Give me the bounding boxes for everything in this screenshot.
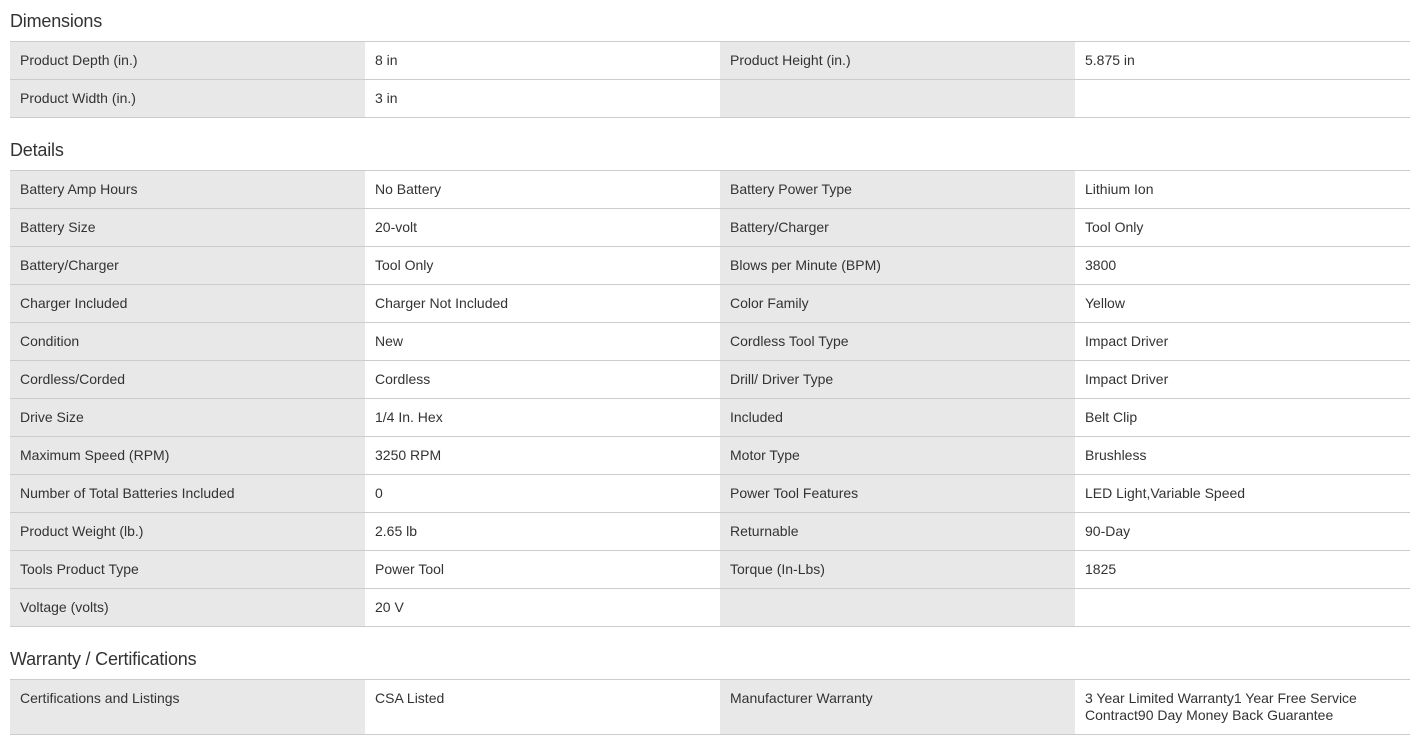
spec-value: 2.65 lb bbox=[365, 513, 720, 550]
spec-label: Motor Type bbox=[720, 437, 1075, 474]
spec-label: Battery/Charger bbox=[10, 247, 365, 284]
spec-label: Power Tool Features bbox=[720, 475, 1075, 512]
spec-label: Included bbox=[720, 399, 1075, 436]
spec-value bbox=[1075, 589, 1410, 626]
spec-value: 5.875 in bbox=[1075, 42, 1410, 79]
spec-row bbox=[10, 551, 1410, 589]
spec-row bbox=[10, 437, 1410, 475]
spec-label: Charger Included bbox=[10, 285, 365, 322]
spec-label: Maximum Speed (RPM) bbox=[10, 437, 365, 474]
spec-label: Cordless Tool Type bbox=[720, 323, 1075, 360]
spec-row bbox=[10, 209, 1410, 247]
spec-value: 90-Day bbox=[1075, 513, 1410, 550]
spec-label: Battery Amp Hours bbox=[10, 171, 365, 208]
spec-label: Battery/Charger bbox=[720, 209, 1075, 246]
spec-label: Manufacturer Warranty bbox=[720, 680, 1075, 734]
spec-value bbox=[1075, 80, 1410, 117]
spec-value: Yellow bbox=[1075, 285, 1410, 322]
dimensions-section bbox=[10, 0, 1410, 118]
spec-value: New bbox=[365, 323, 720, 360]
spec-row bbox=[10, 513, 1410, 551]
spec-value: 20 V bbox=[365, 589, 720, 626]
spec-label bbox=[720, 589, 1075, 626]
spec-value: No Battery bbox=[365, 171, 720, 208]
spec-value: Charger Not Included bbox=[365, 285, 720, 322]
spec-label: Certifications and Listings bbox=[10, 680, 365, 734]
spec-row bbox=[10, 171, 1410, 209]
spec-label: Tools Product Type bbox=[10, 551, 365, 588]
spec-value: 3800 bbox=[1075, 247, 1410, 284]
spec-value: 1/4 In. Hex bbox=[365, 399, 720, 436]
spec-row bbox=[10, 399, 1410, 437]
spec-label: Blows per Minute (BPM) bbox=[720, 247, 1075, 284]
spec-row bbox=[10, 475, 1410, 513]
spec-label: Voltage (volts) bbox=[10, 589, 365, 626]
spec-row bbox=[10, 80, 1410, 118]
spec-value: 3 in bbox=[365, 80, 720, 117]
spec-value: 3 Year Limited Warranty1 Year Free Service Contract90 Day Money Back Guarantee bbox=[1075, 680, 1410, 734]
warranty-title: Warranty / Certifications bbox=[10, 638, 1410, 680]
spec-label: Product Weight (lb.) bbox=[10, 513, 365, 550]
spec-value: Impact Driver bbox=[1075, 361, 1410, 398]
spec-label: Product Width (in.) bbox=[10, 80, 365, 117]
details-table bbox=[10, 171, 1410, 627]
spec-label: Number of Total Batteries Included bbox=[10, 475, 365, 512]
spec-label: Cordless/Corded bbox=[10, 361, 365, 398]
spec-value: Brushless bbox=[1075, 437, 1410, 474]
warranty-table bbox=[10, 680, 1410, 735]
spec-label: Drill/ Driver Type bbox=[720, 361, 1075, 398]
spec-value: Tool Only bbox=[365, 247, 720, 284]
warranty-section bbox=[10, 638, 1410, 735]
spec-value: Belt Clip bbox=[1075, 399, 1410, 436]
dimensions-table bbox=[10, 42, 1410, 118]
spec-row bbox=[10, 285, 1410, 323]
spec-value: CSA Listed bbox=[365, 680, 720, 734]
spec-row bbox=[10, 323, 1410, 361]
details-title: Details bbox=[10, 129, 1410, 171]
spec-value: Power Tool bbox=[365, 551, 720, 588]
spec-value: 0 bbox=[365, 475, 720, 512]
spec-label: Color Family bbox=[720, 285, 1075, 322]
spec-label: Torque (In-Lbs) bbox=[720, 551, 1075, 588]
spec-value: 20-volt bbox=[365, 209, 720, 246]
spec-value: Cordless bbox=[365, 361, 720, 398]
spec-row bbox=[10, 589, 1410, 627]
spec-row bbox=[10, 247, 1410, 285]
spec-value: 8 in bbox=[365, 42, 720, 79]
spec-row bbox=[10, 680, 1410, 735]
spec-label: Battery Size bbox=[10, 209, 365, 246]
spec-label: Battery Power Type bbox=[720, 171, 1075, 208]
spec-label: Product Depth (in.) bbox=[10, 42, 365, 79]
spec-row bbox=[10, 361, 1410, 399]
spec-value: Impact Driver bbox=[1075, 323, 1410, 360]
spec-label bbox=[720, 80, 1075, 117]
spec-value: Tool Only bbox=[1075, 209, 1410, 246]
spec-value: 1825 bbox=[1075, 551, 1410, 588]
details-section bbox=[10, 129, 1410, 627]
spec-value: Lithium Ion bbox=[1075, 171, 1410, 208]
dimensions-title: Dimensions bbox=[10, 0, 1410, 42]
spec-value: LED Light,Variable Speed bbox=[1075, 475, 1410, 512]
spec-row bbox=[10, 42, 1410, 80]
spec-label: Condition bbox=[10, 323, 365, 360]
spec-label: Product Height (in.) bbox=[720, 42, 1075, 79]
spec-label: Returnable bbox=[720, 513, 1075, 550]
spec-label: Drive Size bbox=[10, 399, 365, 436]
spec-value: 3250 RPM bbox=[365, 437, 720, 474]
